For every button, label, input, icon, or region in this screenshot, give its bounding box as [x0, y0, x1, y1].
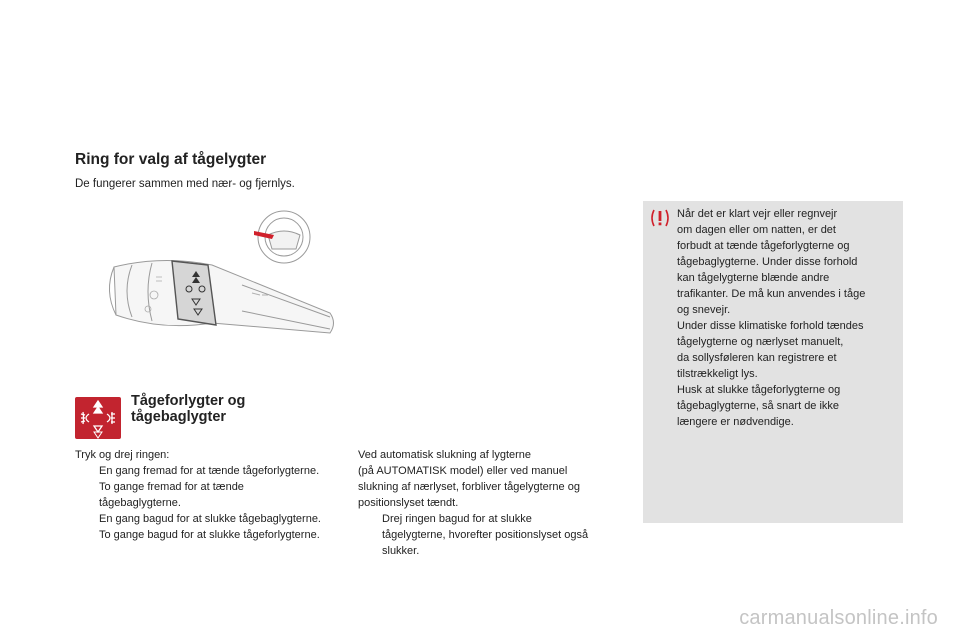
watermark: carmanualsonline.info: [739, 607, 938, 629]
stalk-location-indicator: [254, 231, 274, 239]
fog-lights-heading: Tågeforlygter og tågebaglygter: [131, 393, 246, 425]
instructions-column: [75, 447, 343, 543]
fog-ring-stalk-illustration: [92, 205, 340, 355]
list-item: To gange fremad for at tænde tågebaglygterne.: [99, 481, 244, 509]
warning-box: [643, 201, 903, 523]
warning-text: Når det er klart vejr eller regnvejr om dagen eller om natten, er det forbudt at tænde tågeforlygterne og tågebaglygterne. Under disse forhold kan tågelygterne blænde andre trafikanter. De må kun anvendes i tåge og snevejr. Under disse klimatiske forhold tændes tågelygterne og nærlyset manuelt, da sollysføleren kan registrere et tilstrækkeligt lys. Husk at slukke tågeforlygterne og tågebaglygterne, så snart de ikke længere er nødvendige.: [677, 208, 866, 428]
fog-ring: [172, 261, 216, 325]
section-title: Ring for valg af tågelygter: [75, 151, 267, 168]
list-item: To gange bagud for at slukke tågeforlygterne.: [99, 529, 320, 541]
list-item: Drej ringen bagud for at slukke tågelygterne, hvorefter positionslyset også slukker.: [382, 513, 589, 557]
section-intro: De fungerer sammen med nær- og fjernlys.: [75, 178, 295, 190]
instructions-intro: Tryk og drej ringen:: [75, 449, 170, 461]
automatic-off-column: Ved automatisk slukning af lygterne (på AUTOMATISK model) eller ved manuel slukning af nærlyset, forbliver tågelygterne og positionslyset tændt. Drej ringen bagud for at slukke tågelygterne, hvorefter positionslyset også slukker.: [358, 447, 620, 559]
list-item: En gang fremad for at tænde tågeforlygterne.: [99, 465, 320, 477]
fog-light-badge: [75, 397, 121, 439]
front-fog-light-icon: [81, 412, 89, 424]
list-item: En gang bagud for at slukke tågebaglygterne.: [99, 513, 321, 525]
warning-exclamation-icon: [649, 207, 671, 229]
rear-fog-light-icon: [107, 412, 115, 424]
